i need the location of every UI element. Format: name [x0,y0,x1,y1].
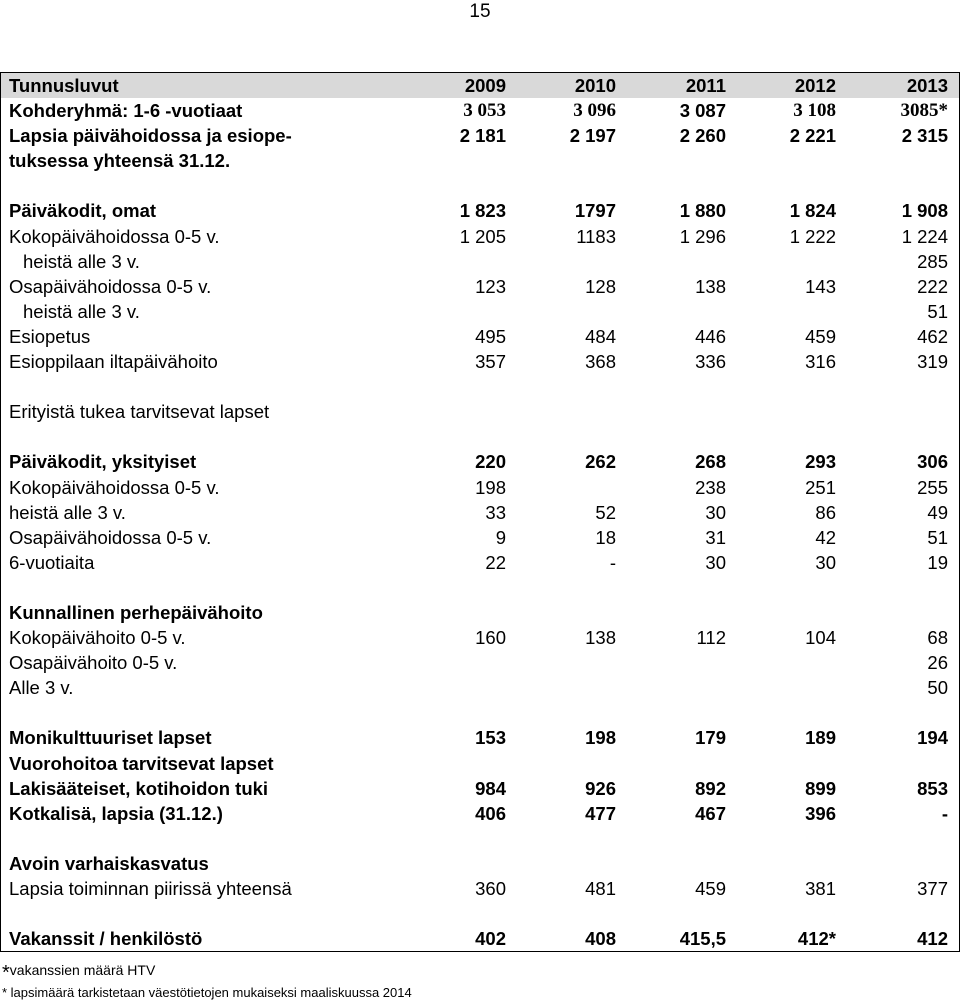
row-label: Osapäivähoidossa 0-5 v. [9,526,212,548]
row-value [726,751,836,776]
table-row [1,449,959,474]
row-value: 251 [805,476,836,498]
header-year: 2013 [906,75,948,96]
row-value [396,148,506,173]
table-row [1,475,959,500]
row-value: 319 [917,351,948,373]
table-row [1,751,959,776]
row-label [1,173,396,198]
row-label: Erityistä tukea tarvitsevat lapset [9,401,270,423]
row-label: Vuorohoitoa tarvitsevat lapset [9,752,274,774]
row-value: 357 [475,351,506,373]
table-row [1,851,959,876]
table-row [1,826,959,851]
row-value: 112 [696,627,726,649]
row-value: 467 [695,802,726,824]
row-value: 1 880 [679,200,726,222]
row-label: Osapäivähoidossa 0-5 v. [9,275,212,297]
row-value [616,600,726,625]
row-value: 316 [805,351,836,373]
table-row [1,98,959,123]
row-value: 104 [805,627,836,649]
row-label [1,575,396,600]
row-label: Lapsia toiminnan piirissä yhteensä [9,878,292,899]
row-value: - [941,802,948,824]
table-row [1,148,959,173]
row-value: 30 [815,551,836,573]
row-value: 2 260 [679,125,726,147]
row-value [836,826,958,851]
row-value [396,249,506,274]
row-value: 153 [475,727,506,749]
row-value: 406 [475,802,506,824]
row-value: 138 [695,275,726,297]
row-value: 459 [805,325,836,347]
row-value [726,675,836,700]
row-label: Päiväkodit, yksityiset [9,451,197,473]
row-value: 1 205 [459,225,506,247]
row-value [836,173,958,198]
row-label: Lakisääteiset, kotihoidon tuki [9,777,269,799]
row-value [616,675,726,700]
row-value: 123 [475,275,506,297]
row-value: 22 [485,551,506,573]
row-value [616,249,726,274]
row-value: 68 [927,627,948,649]
row-value: 1797 [574,200,616,222]
row-value: 51 [927,300,948,322]
row-value [506,374,616,399]
row-value [726,424,836,449]
row-value [396,675,506,700]
row-value [396,299,506,324]
header-label: Tunnusluvut [9,75,119,96]
header-year: 2012 [794,75,836,96]
row-value [726,600,836,625]
row-value [506,675,616,700]
row-value: 1 823 [459,200,506,222]
row-value [616,700,726,725]
row-label: Kokopäivähoidossa 0-5 v. [9,476,220,498]
row-value [836,901,958,926]
row-value: 3085* [900,100,948,122]
row-value: 179 [695,727,726,749]
row-value [396,851,506,876]
row-value: 50 [927,677,948,699]
row-value [616,650,726,675]
row-value: 2 181 [459,125,506,147]
row-value: 86 [815,501,836,523]
row-value: 495 [475,325,506,347]
row-value: 377 [917,878,948,899]
row-value [506,424,616,449]
row-value: 9 [495,526,506,548]
row-value [836,399,958,424]
row-value [836,600,958,625]
table-header-row [1,73,959,98]
row-value [726,399,836,424]
row-value [396,600,506,625]
row-value: 477 [585,802,616,824]
row-label: tuksessa yhteensä 31.12. [9,150,231,172]
row-label [1,901,396,926]
row-value: 462 [917,325,948,347]
page-number: 15 [469,1,491,22]
row-label: Päiväkodit, omat [9,200,157,222]
row-value: 984 [475,777,506,799]
row-value [726,700,836,725]
row-value [506,826,616,851]
row-label [1,826,396,851]
table-row [1,249,959,274]
row-label: Kohderyhmä: 1-6 -vuotiaat [9,100,243,122]
table-row [1,374,959,399]
row-label [1,374,396,399]
row-value [396,650,506,675]
table-row [1,525,959,550]
table-row [1,500,959,525]
row-value [836,700,958,725]
row-value [726,575,836,600]
row-value: 255 [917,476,948,498]
row-value [506,650,616,675]
row-label: Kunnallinen perhepäivähoito [9,601,263,623]
row-value [726,901,836,926]
row-value: 31 [705,526,726,548]
row-value: 30 [705,551,726,573]
header-year: 2010 [574,75,616,96]
row-value: 52 [595,501,616,523]
row-value [506,249,616,274]
row-value: 198 [475,476,506,498]
row-value: 381 [805,878,836,899]
row-value: 222 [917,275,948,297]
row-value [396,751,506,776]
table-row [1,274,959,299]
row-value: 285 [917,250,948,272]
row-label: heistä alle 3 v. [23,300,140,322]
row-label: Avoin varhaiskasvatus [9,852,209,874]
table-row [1,299,959,324]
row-value [726,851,836,876]
row-value [616,424,726,449]
row-value: 306 [917,451,948,473]
row-value [616,299,726,324]
row-value [616,575,726,600]
row-value [726,650,836,675]
row-label: heistä alle 3 v. [23,250,140,272]
row-value [396,826,506,851]
table-row [1,575,959,600]
row-value: 3 053 [463,100,506,122]
row-value: 198 [585,727,616,749]
row-value: 368 [585,351,616,373]
row-value [836,851,958,876]
row-value: 42 [815,526,836,548]
row-label: Osapäivähoito 0-5 v. [9,652,178,674]
row-value [726,826,836,851]
row-value: 2 197 [569,125,616,147]
row-value: 1 296 [679,225,726,247]
row-label [1,424,396,449]
table-row [1,324,959,349]
row-value: 1 824 [789,200,836,222]
table-row [1,625,959,650]
table-row [1,650,959,675]
row-value [616,148,726,173]
row-value [396,575,506,600]
table-row [1,926,959,951]
row-value: 19 [927,551,948,573]
row-label: heistä alle 3 v. [9,501,126,523]
row-value: 2 315 [901,125,948,147]
row-value [506,851,616,876]
row-value: 268 [695,451,726,473]
row-value: 3 087 [679,100,726,122]
row-value [726,173,836,198]
row-value [396,374,506,399]
row-value: 220 [475,451,506,473]
footnote-star: * [2,962,10,984]
row-value [616,751,726,776]
footnote-vacancies [2,962,155,985]
row-value [616,173,726,198]
row-value [506,148,616,173]
row-value: 293 [805,451,836,473]
row-value: 408 [585,928,616,950]
row-value: 396 [805,802,836,824]
table-row [1,725,959,750]
row-value: 238 [695,476,726,498]
row-value [506,575,616,600]
footnote-population: * lapsimäärä tarkistetaan väestötietojen mukaiseksi maaliskuussa 2014 [2,985,412,1000]
row-value [506,700,616,725]
row-value: 415,5 [679,928,726,950]
row-value [396,399,506,424]
row-value: 412 [917,928,948,950]
table-row [1,224,959,249]
row-value: 3 108 [793,100,836,122]
row-value [616,851,726,876]
table-row [1,675,959,700]
row-value: 2 221 [789,125,836,147]
row-value [616,399,726,424]
row-label: Esioppilaan iltapäivähoito [9,351,218,373]
row-value [506,399,616,424]
table-row [1,901,959,926]
row-label: Kokopäivähoidossa 0-5 v. [9,225,220,247]
row-value: 3 096 [573,100,616,122]
row-value [506,173,616,198]
row-value [616,826,726,851]
row-value: 194 [917,727,948,749]
header-year: 2011 [685,75,726,96]
row-label: Monikulttuuriset lapset [9,727,212,749]
row-value: 33 [485,501,506,523]
row-value [396,424,506,449]
row-label [1,700,396,725]
table-row [1,776,959,801]
table-row [1,700,959,725]
row-label: Alle 3 v. [9,677,74,699]
row-value: 1 224 [901,225,948,247]
row-value [616,374,726,399]
row-value: 360 [475,878,506,899]
row-value: 1183 [576,225,616,247]
table-row [1,550,959,575]
row-value: 160 [475,627,506,649]
row-value: 51 [927,526,948,548]
row-value: 446 [695,325,726,347]
row-value: 892 [695,777,726,799]
table-row [1,349,959,374]
table-row [1,600,959,625]
row-value: 49 [927,501,948,523]
row-value [726,148,836,173]
table-row [1,876,959,901]
footnote-vacancies-text: vakanssien määrä HTV [9,962,156,978]
row-value: 26 [927,652,948,674]
row-label: 6-vuotiaita [9,551,95,573]
row-value [726,249,836,274]
row-value [506,751,616,776]
row-value [836,424,958,449]
table-row [1,123,959,148]
row-value: 402 [475,928,506,950]
row-value [726,374,836,399]
table-row [1,424,959,449]
row-value [396,901,506,926]
row-value [396,173,506,198]
row-label: Kokopäivähoito 0-5 v. [9,627,186,649]
row-label: Lapsia päivähoidossa ja esiope- [9,125,292,147]
statistics-table [0,72,960,952]
row-value [836,751,958,776]
row-value: 336 [695,351,726,373]
row-value: 30 [705,501,726,523]
row-value [836,148,958,173]
row-value [836,374,958,399]
row-label: Esiopetus [9,325,91,347]
row-value: 459 [695,878,726,899]
row-value: 412* [797,928,836,950]
row-value [836,575,958,600]
row-value: 143 [805,275,836,297]
table-row [1,173,959,198]
table-row [1,801,959,826]
row-label: Kotkalisä, lapsia (31.12.) [9,802,223,824]
header-year: 2009 [464,75,506,96]
row-value [616,901,726,926]
row-value [396,700,506,725]
row-value: 853 [917,777,948,799]
row-value: 926 [585,777,616,799]
row-value [506,475,616,500]
table-row [1,198,959,223]
row-value: 899 [805,777,836,799]
row-value: 481 [585,878,616,899]
row-value: 128 [585,275,616,297]
row-value: - [609,551,616,573]
row-value: 484 [585,325,616,347]
row-value: 1 222 [789,225,836,247]
row-value [506,600,616,625]
row-value [506,299,616,324]
row-value [726,299,836,324]
row-value: 189 [805,727,836,749]
row-value: 18 [595,526,616,548]
table-row [1,399,959,424]
row-value: 262 [585,451,616,473]
row-value [506,901,616,926]
row-value: 1 908 [901,200,948,222]
row-value: 138 [585,627,616,649]
row-label: Vakanssit / henkilöstö [9,928,203,950]
